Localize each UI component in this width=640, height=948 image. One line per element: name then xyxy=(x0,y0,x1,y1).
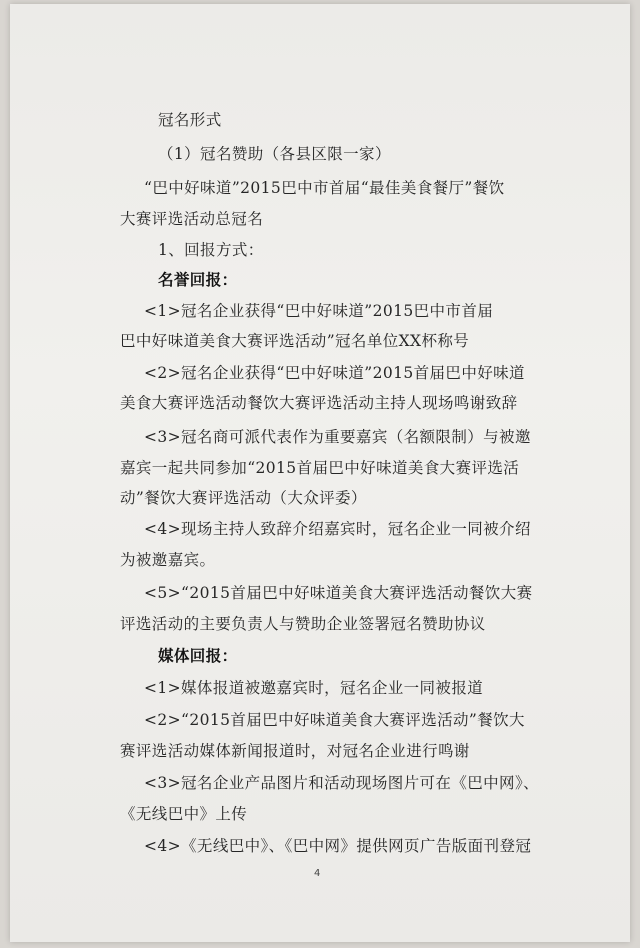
text-line: 巴中好味道美食大赛评选活动”冠名单位XX杯称号 xyxy=(120,332,470,350)
text-line: <2>“2015首届巴中好味道美食大赛评选活动”餐饮大 xyxy=(144,711,525,729)
text-line: “巴中好味道”2015巴中市首届“最佳美食餐厅”餐饮 xyxy=(144,179,505,197)
section-heading-media: 媒体回报： xyxy=(158,646,238,665)
text-line: 嘉宾一起共同参加“2015首届巴中好味道美食大赛评选活 xyxy=(120,459,520,477)
text-line: 《无线巴中》上传 xyxy=(120,805,248,823)
text-line: <3>冠名企业产品图片和活动现场图片可在《巴中网》、 xyxy=(144,774,539,792)
text-line: 1、回报方式： xyxy=(158,241,264,259)
text-line: <1>媒体报道被邀嘉宾时，冠名企业一同被报道 xyxy=(144,679,484,697)
document-page xyxy=(10,4,630,942)
text-line: 为被邀嘉宾。 xyxy=(120,551,216,569)
text-line: 美食大赛评选活动餐饮大赛评选活动主持人现场鸣谢致辞 xyxy=(120,394,518,412)
text-line: 动”餐饮大赛评选活动（大众评委） xyxy=(120,489,367,507)
text-line: 评选活动的主要负责人与赞助企业签署冠名赞助协议 xyxy=(120,615,486,633)
text-line: 大赛评选活动总冠名 xyxy=(120,210,264,228)
text-line: <1>冠名企业获得“巴中好味道”2015巴中市首届 xyxy=(144,302,494,320)
text-line: 冠名形式 xyxy=(158,111,222,129)
text-line: 赛评选活动媒体新闻报道时，对冠名企业进行鸣谢 xyxy=(120,742,470,760)
text-line: <4>《无线巴中》、《巴中网》提供网页广告版面刊登冠 xyxy=(144,837,532,855)
section-heading-honor: 名誉回报： xyxy=(158,270,238,289)
text-line: <5>“2015首届巴中好味道美食大赛评选活动餐饮大赛 xyxy=(144,584,533,602)
text-line: <2>冠名企业获得“巴中好味道”2015首届巴中好味道 xyxy=(144,364,525,382)
text-line: <4>现场主持人致辞介绍嘉宾时，冠名企业一同被介绍 xyxy=(144,520,531,538)
page-number: 4 xyxy=(314,868,321,879)
text-line: <3>冠名商可派代表作为重要嘉宾（名额限制）与被邀 xyxy=(144,428,531,446)
text-line: （1）冠名赞助（各县区限一家） xyxy=(158,145,391,163)
